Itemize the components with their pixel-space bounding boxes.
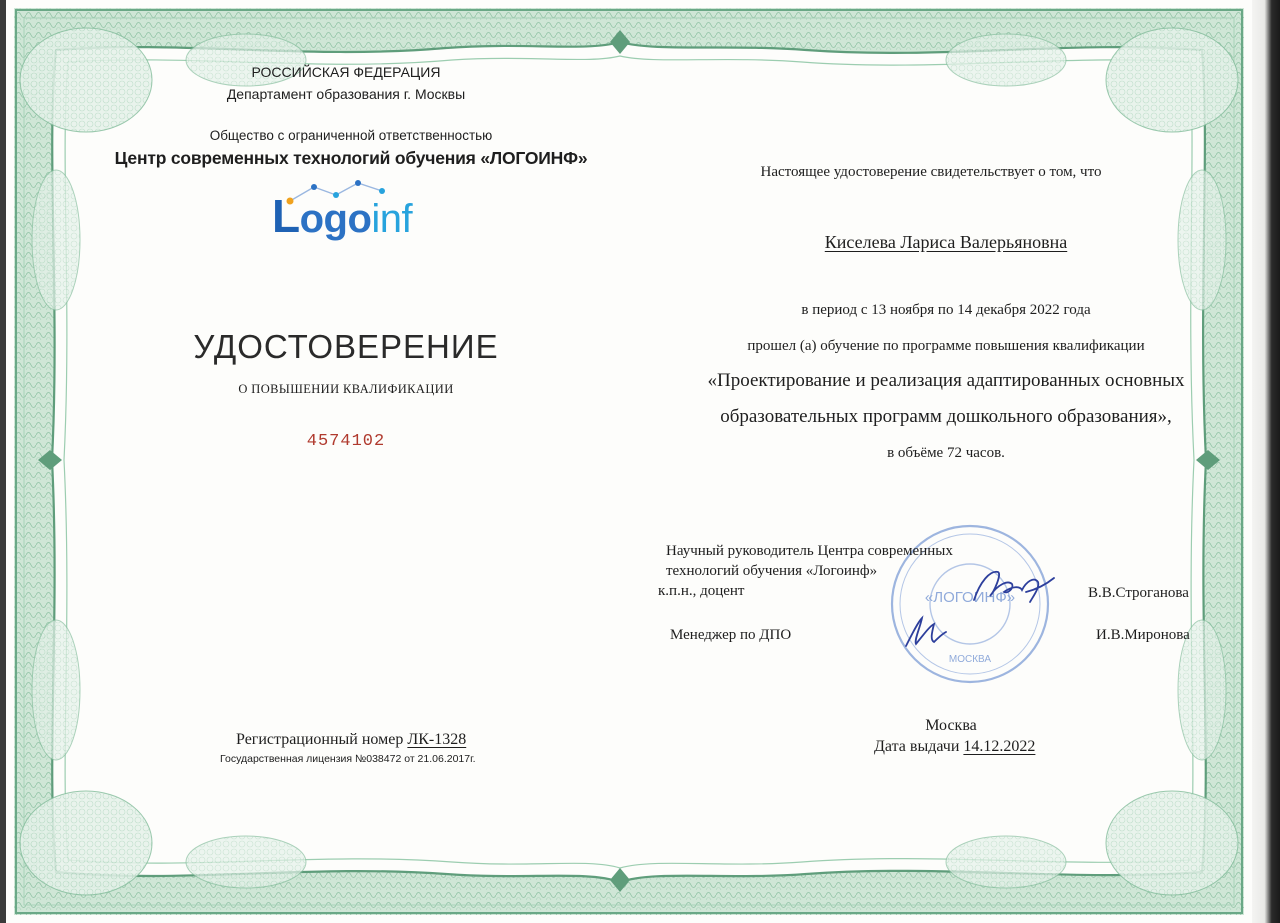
certificate-subtitle: О ПОВЫШЕНИИ КВАЛИФИКАЦИИ	[238, 382, 454, 396]
photo-edge-background	[1252, 0, 1280, 923]
training-period: в период с 13 ноября по 14 декабря 2022 года	[801, 302, 1091, 318]
signer1-role-line2: технологий обучения «Логоинф»	[666, 563, 878, 579]
stamp-org-text: «ЛОГОИНФ»	[924, 589, 1016, 606]
signature-stroganova-icon	[968, 562, 1058, 612]
org-type: Общество с ограниченной ответственностью	[209, 128, 493, 143]
country-name: РОССИЙСКАЯ ФЕДЕРАЦИЯ	[251, 64, 441, 80]
issue-date-line: Дата выдачи 14.12.2022	[874, 738, 1036, 755]
registration-number: ЛК-1328	[407, 731, 467, 748]
certificate-number: 4574102	[306, 432, 386, 451]
certifies-intro: Настоящее удостоверение свидетельствует о том, что	[760, 164, 1102, 180]
state-license: Государственная лицензия №038472 от 21.06.2017г.	[220, 753, 476, 765]
program-title-line2: образовательных программ дошкольного образования»,	[720, 406, 1172, 427]
training-completed: прошел (а) обучение по программе повышения квалификации	[747, 338, 1145, 354]
signer2-name: И.В.Миронова	[1096, 627, 1190, 643]
stamp-city-text: МОСКВА	[948, 654, 992, 665]
program-title-line1: «Проектирование и реализация адаптированных основных	[707, 370, 1185, 391]
issue-date: 14.12.2022	[963, 738, 1036, 755]
org-name: Центр современных технологий обучения «ЛОГОИНФ»	[114, 148, 588, 168]
signer1-degree: к.п.н., доцент	[658, 583, 745, 599]
logo-wordmark: Logoinf	[272, 190, 413, 242]
signer2-role: Менеджер по ДПО	[670, 627, 792, 643]
person-name: Киселева Лариса Валерьяновна	[824, 232, 1068, 252]
certificate-title: УДОСТОВЕРЕНИЕ	[193, 328, 499, 365]
issue-city: Москва	[925, 717, 977, 734]
certificate-sheet	[6, 0, 1252, 923]
registration-number-line: Регистрационный номер ЛК-1328	[236, 731, 467, 748]
training-hours: в объёме 72 часов.	[887, 445, 1005, 461]
signer1-name: В.В.Строганова	[1088, 585, 1189, 601]
logoinf-logo	[272, 177, 442, 247]
signer1-role-line1: Научный руководитель Центра современных	[666, 543, 953, 559]
signature-mironova-icon	[902, 612, 950, 652]
department-name: Департамент образования г. Москвы	[226, 86, 466, 102]
